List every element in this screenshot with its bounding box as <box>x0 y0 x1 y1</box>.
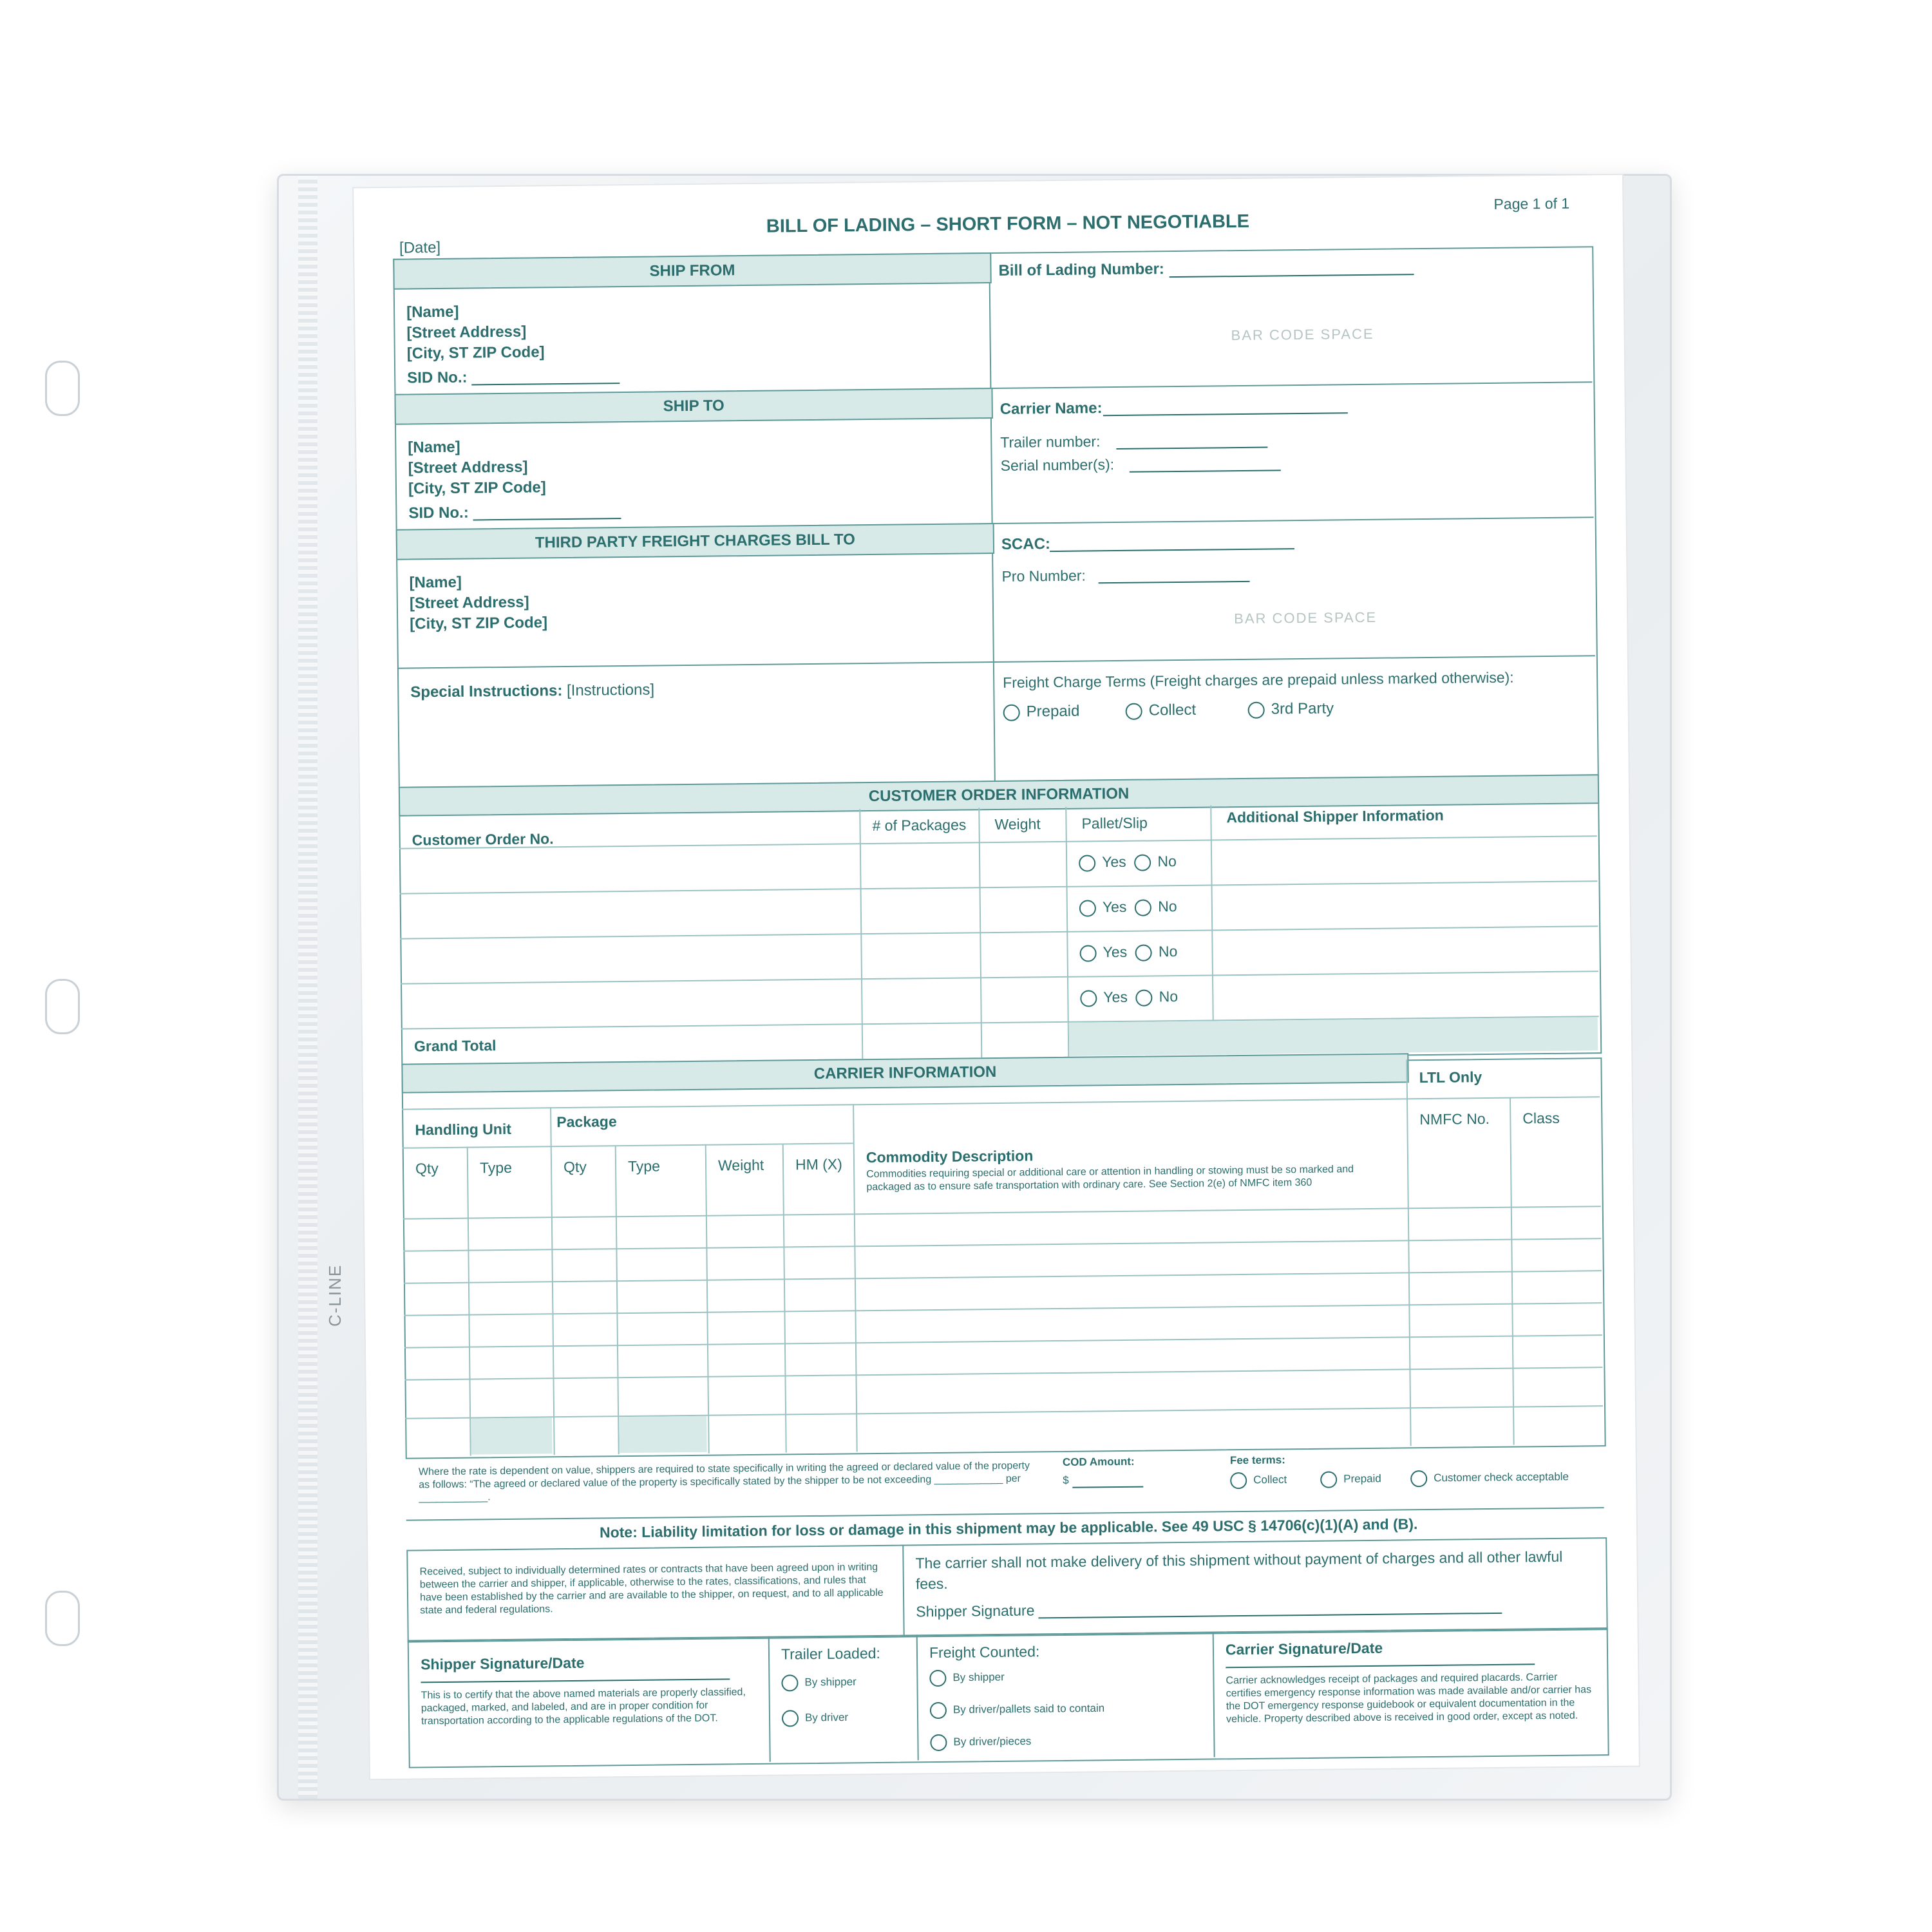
page-number: Page 1 of 1 <box>1493 194 1570 213</box>
ship-from-city: [City, ST ZIP Code] <box>406 343 545 363</box>
col-pkg-type: Type <box>627 1157 661 1175</box>
serial-number-label: Serial number(s): <box>1000 456 1115 474</box>
cod-amount-label: COD Amount: <box>1062 1455 1135 1468</box>
radio-icon[interactable] <box>1080 990 1097 1007</box>
col-customer-order-no: Customer Order No. <box>412 830 554 849</box>
barcode-space-2: BAR CODE SPACE <box>1234 609 1378 627</box>
page-title: BILL OF LADING – SHORT FORM – NOT NEGOTIABLE <box>766 211 1250 237</box>
ship-from-heading: SHIP FROM <box>393 252 991 290</box>
col-pkg-qty: Qty <box>563 1158 587 1176</box>
ltl-only-label: LTL Only <box>1419 1068 1482 1086</box>
freight-terms-label: Freight Charge Terms (Freight charges are prepaid unless marked otherwise): <box>1003 668 1514 691</box>
radio-icon[interactable] <box>782 1710 799 1727</box>
bol-number-label: Bill of Lading Number: <box>998 260 1164 279</box>
sleeve-edge <box>298 176 317 1799</box>
ship-to-heading: SHIP TO <box>394 388 992 425</box>
freight-term-3rd-party[interactable]: 3rd Party <box>1248 699 1334 718</box>
shipper-signature-label: Shipper Signature <box>916 1602 1035 1620</box>
no-delivery-text: The carrier shall not make delivery of this shipment without payment of charges and all other lawful fees. <box>915 1548 1563 1593</box>
commodity-note: Commodities requiring special or additional care or attention in handling or stowing must be so marked and packaged as to ensure safe transportation with ordinary care. See Section 2(e) of NMFC item 360 <box>866 1164 1354 1193</box>
ship-from-sid-label: SID No.: <box>407 368 468 387</box>
radio-icon[interactable] <box>1135 944 1152 961</box>
punch-hole-middle <box>45 979 80 1034</box>
handling-unit-label: Handling Unit <box>415 1120 512 1139</box>
ship-to-name: [Name] <box>408 438 460 457</box>
pallet-row-3[interactable]: Yes No <box>1079 943 1177 962</box>
pallet-row-4[interactable]: Yes No <box>1080 988 1178 1007</box>
pro-number-label: Pro Number: <box>1001 567 1086 585</box>
certify-text: This is to certify that the above named materials are properly classified, packaged, marked, and labeled, and are in proper condition for transportation according to the applicable regulations of the DOT. <box>421 1687 746 1727</box>
third-party-heading: THIRD PARTY FREIGHT CHARGES BILL TO <box>396 523 994 560</box>
ship-from-name: [Name] <box>406 303 459 321</box>
pallet-row-2[interactable]: Yes No <box>1079 898 1177 917</box>
special-instructions <box>410 681 654 702</box>
special-instructions-label: Special Instructions: <box>410 682 563 701</box>
trailer-loaded-label: Trailer Loaded: <box>781 1644 880 1663</box>
ship-from-street: [Street Address] <box>406 323 527 342</box>
carrier-name-label: Carrier Name: <box>999 399 1103 418</box>
trailer-by-shipper[interactable]: By shipper <box>781 1674 857 1691</box>
col-hm: HM (X) <box>795 1155 842 1173</box>
trailer-by-driver[interactable]: By driver <box>782 1709 848 1727</box>
radio-icon[interactable] <box>1079 945 1096 961</box>
radio-icon[interactable] <box>1079 900 1096 916</box>
freight-term-prepaid[interactable]: Prepaid <box>1003 703 1080 721</box>
freight-term-collect[interactable]: Collect <box>1126 701 1197 720</box>
trailer-number-label: Trailer number: <box>1000 433 1101 451</box>
declared-value-note: Where the rate is dependent on value, shippers are required to state specifically in writing the agreed or declared value of the property as follows: “The agreed or declared value of the property is specifically stated by the shipper to be not exceeding ____________ per ____________. <box>418 1460 1030 1504</box>
package-label: Package <box>556 1113 617 1131</box>
shipper-signature-date-label: Shipper Signature/Date <box>420 1654 585 1673</box>
customer-order-heading: CUSTOMER ORDER INFORMATION <box>399 774 1599 817</box>
ci-total-shade <box>471 1417 553 1454</box>
col-hu-qty: Qty <box>415 1160 439 1177</box>
date-field: [Date] <box>399 238 441 257</box>
fee-term-prepaid[interactable]: Prepaid <box>1320 1471 1381 1488</box>
punch-hole-top <box>45 361 80 416</box>
third-party-city: [City, ST ZIP Code] <box>410 614 548 633</box>
col-weight: Weight <box>717 1156 764 1174</box>
radio-icon[interactable] <box>1248 701 1265 718</box>
radio-icon[interactable] <box>1134 854 1151 871</box>
radio-icon[interactable] <box>1135 899 1151 916</box>
radio-icon[interactable] <box>929 1670 946 1687</box>
radio-icon[interactable] <box>1003 704 1020 721</box>
nmfc-label: NMFC No. <box>1419 1110 1490 1128</box>
col-additional-info: Additional Shipper Information <box>1226 806 1444 826</box>
class-label: Class <box>1522 1109 1560 1127</box>
radio-icon[interactable] <box>1079 855 1095 871</box>
ship-to-city: [City, ST ZIP Code] <box>408 478 546 498</box>
fee-term-collect[interactable]: Collect <box>1230 1472 1287 1489</box>
grand-total-shade <box>1069 1017 1598 1056</box>
radio-icon[interactable] <box>1320 1472 1337 1488</box>
bill-of-lading-form <box>352 174 1640 1781</box>
liability-divider <box>406 1507 1604 1520</box>
radio-icon[interactable] <box>1126 703 1142 719</box>
radio-icon[interactable] <box>1230 1472 1247 1489</box>
liability-note: Note: Liability limitation for loss or damage in this shipment may be applicable. See 49 USC § 14706(c)(1)(A) and (B). <box>599 1515 1418 1541</box>
third-party-street: [Street Address] <box>409 593 529 612</box>
col-pallet-slip: Pallet/Slip <box>1081 814 1148 832</box>
third-party-name: [Name] <box>409 573 462 592</box>
radio-icon[interactable] <box>1410 1470 1427 1487</box>
cod-amount-input[interactable] <box>1072 1486 1143 1488</box>
fee-term-check[interactable]: Customer check acceptable <box>1410 1469 1569 1488</box>
counted-by-driver-pallets[interactable]: By driver/pallets said to contain <box>930 1700 1105 1719</box>
radio-icon[interactable] <box>930 1702 947 1719</box>
counted-by-shipper[interactable]: By shipper <box>929 1669 1005 1687</box>
radio-icon[interactable] <box>781 1674 798 1691</box>
ship-to-street: [Street Address] <box>408 458 528 477</box>
commodity-title: Commodity Description <box>866 1147 1034 1166</box>
punch-hole-bottom <box>45 1591 80 1646</box>
carrier-info-heading: CARRIER INFORMATION <box>401 1053 1408 1093</box>
col-hu-type: Type <box>479 1159 513 1177</box>
radio-icon[interactable] <box>930 1734 947 1751</box>
col-weight: Weight <box>994 815 1041 833</box>
pallet-row-1[interactable]: Yes No <box>1079 853 1177 872</box>
scac-label: SCAC: <box>1001 535 1051 553</box>
barcode-space-1: BAR CODE SPACE <box>1231 325 1374 344</box>
received-text: Received, subject to individually determined rates or contracts that have been agreed upon in writing between the carrier and shipper, if applicable, otherwise to the rates, classifications, and rules that have been established by the carrier and are available to the shipper, on request, and to all applicable state and federal regulations. <box>419 1561 884 1616</box>
grand-total-label: Grand Total <box>413 1037 497 1055</box>
col-packages: # of Packages <box>872 816 967 835</box>
fee-terms-label: Fee terms: <box>1229 1454 1285 1467</box>
cod-amount-value: $ <box>1063 1473 1069 1486</box>
carrier-signature-date-label: Carrier Signature/Date <box>1225 1639 1383 1658</box>
carrier-ack-text: Carrier acknowledges receipt of packages and required placards. Carrier certifies emergency response information was made available and/or carrier has the DOT emergency response guidebook or equivalent documentation in the vehicle. Property described above is received in good order, except as noted. <box>1226 1671 1592 1725</box>
ci-total-shade <box>619 1416 707 1453</box>
special-instructions-value[interactable]: [Instructions] <box>566 681 655 699</box>
brand-label: C-LINE <box>325 1264 345 1327</box>
radio-icon[interactable] <box>1136 989 1153 1006</box>
counted-by-driver-pieces[interactable]: By driver/pieces <box>930 1733 1031 1751</box>
freight-counted-label: Freight Counted: <box>929 1643 1040 1662</box>
ship-to-sid-label: SID No.: <box>408 504 469 522</box>
